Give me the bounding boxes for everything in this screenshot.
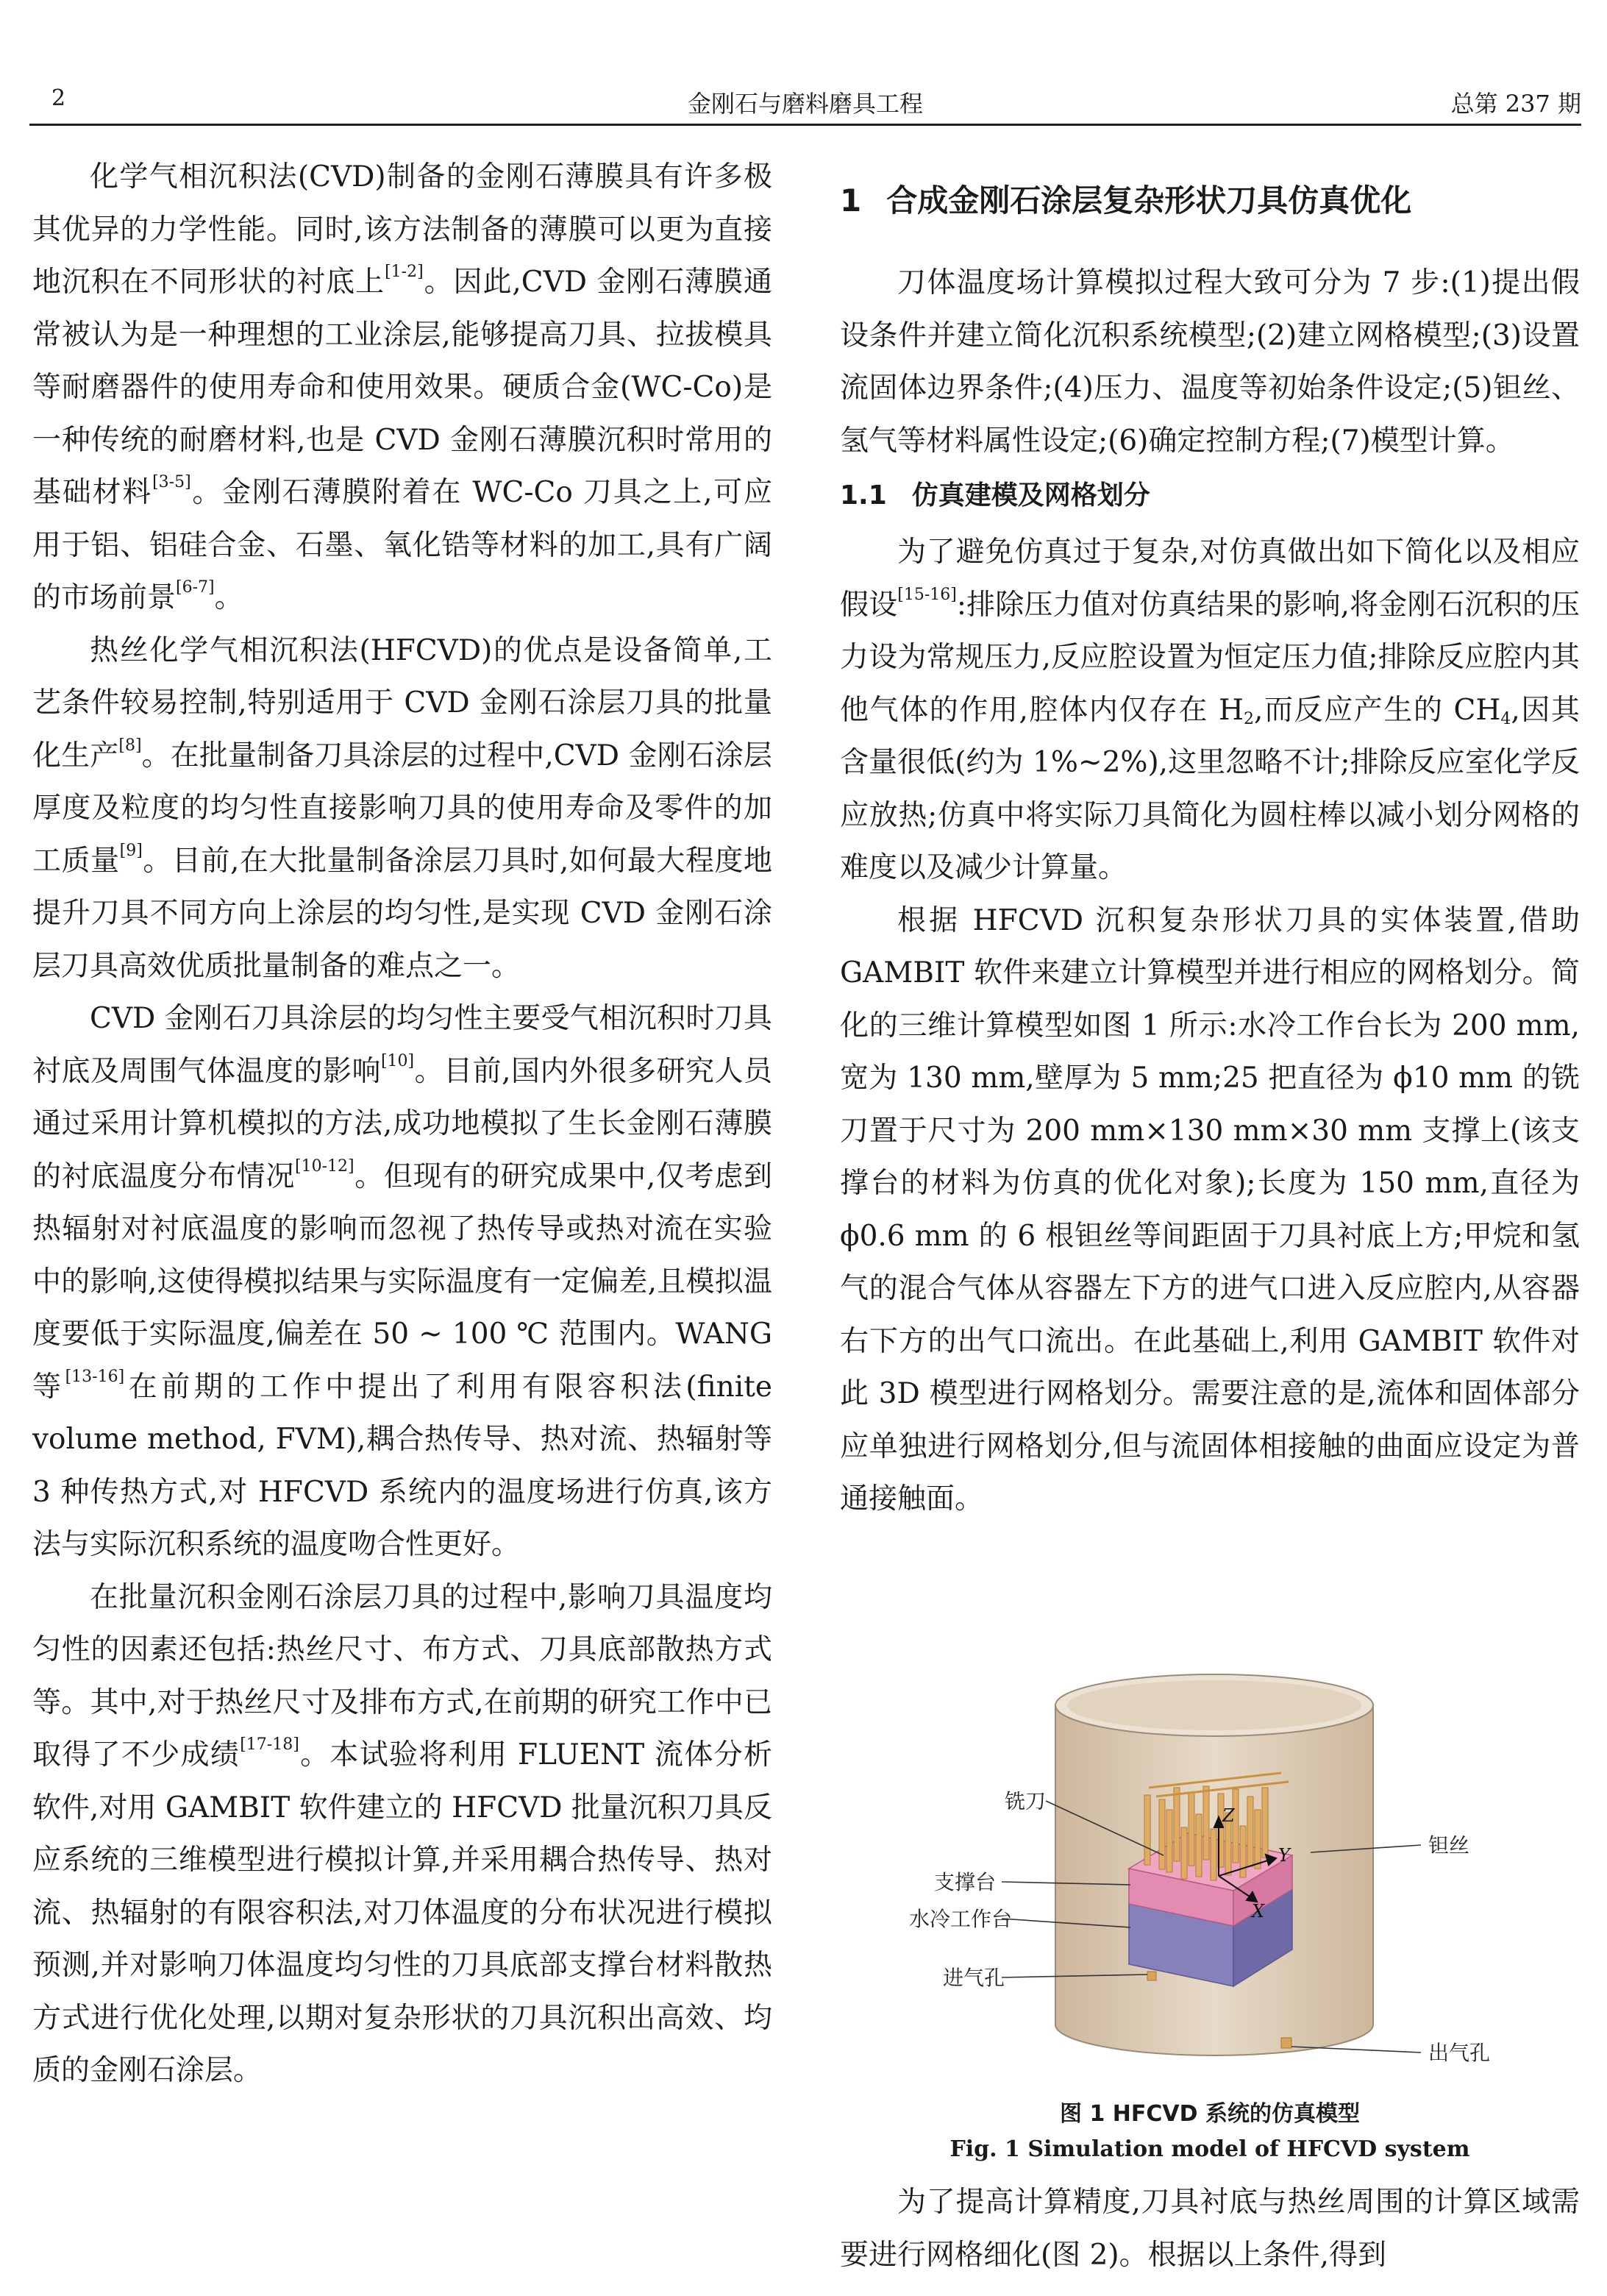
citation[interactable]: [1-2] [385,263,424,281]
label-tantalum-filament: 钽丝 [1428,1833,1470,1858]
running-header [29,71,1581,118]
label-gas-inlet: 进气孔 [943,1966,1005,1990]
issue-number: 总第 237 期 [1450,90,1581,118]
page-number: 2 [51,85,66,111]
label-support-platform: 支撑台 [934,1870,997,1894]
figure-1 [840,1670,1580,2097]
paragraph-hfcvd: 热丝化学气相沉积法(HFCVD)的优点是设备简单,工艺条件较易控制,特别适用于 CVD 金刚石涂层刀具的批量化生产[8]。在批量制备刀具涂层的过程中,CVD 金刚石涂层厚度及粒度的均匀性直接影响刀具的使用寿命及零件的加工质量[9]。目前,在大批量制备涂层刀具时,如何最大程度地提升刀具不同方向上涂层的均匀性,是实现 CVD 金刚石涂层刀具高效优质批量制备的难点之一。 [32,633,772,983]
paragraph-intro-cvd: 化学气相沉积法(CVD)制备的金刚石薄膜具有许多极其优异的力学性能。同时,该方法制备的薄膜可以更为直接地沉积在不同形状的衬底上[1-2]。因此,CVD 金刚石薄膜通常被认为是一种理想的工业涂层,能够提高刀具、拉拔模具等耐磨器件的使用寿命和使用效果。硬质合金(WC-Co)是一种传统的耐磨材料,也是 CVD 金刚石薄膜沉积时常用的基础材料[3-5]。金刚石薄膜附着在 WC-Co 刀具之上,可应用于铝、铝硅合金、石墨、氧化锆等材料的加工,具有广阔的市场前景[6-7]。 [32,160,772,614]
axis-y-label: Y [1278,1845,1290,1866]
left-column [32,151,772,2097]
section-heading-1: 1 合成金刚石涂层复杂形状刀具仿真优化 [840,182,1412,218]
figure-1-drawing [840,1670,1580,2097]
gas-outlet-icon [1281,2038,1291,2048]
paragraph-uniformity: CVD 金刚石刀具涂层的均匀性主要受气相沉积时刀具衬底及周围气体温度的影响[10]。目前,国内外很多研究人员通过采用计算机模拟的方法,成功地模拟了生长金刚石薄膜的衬底温度分布情况[10-12]。但现有的研究成果中,仅考虑到热辐射对衬底温度的影响而忽视了热传导或热对流在实验中的影响,这使得模拟结果与实际温度有一定偏差,且模拟温度要低于实际温度,偏差在 50 ~ 100 ℃ 范围内。WANG 等[13-16]在前期的工作中提出了利用有限容积法(finite volume method, FVM),耦合热传导、热对流、热辐射等 3 种传热方式,对 HFCVD 系统内的温度场进行仿真,该方法与实际沉积系统的温度吻合性更好。 [32,1002,772,1561]
citation[interactable]: [17-18] [240,1735,299,1754]
paragraph-steps: 刀体温度场计算模拟过程大致可分为 7 步:(1)提出假设条件并建立简化沉积系统模型;(2)建立网格模型;(3)设置流固体边界条件;(4)压力、温度等初始条件设定;(5)钽丝、氢气等材料属性设定;(6)确定控制方程;(7)模型计算。 [840,266,1580,458]
citation[interactable]: [13-16] [65,1367,125,1386]
figure-caption-en: Fig. 1 Simulation model of HFCVD system [949,2136,1470,2162]
right-column [840,151,1580,1526]
label-gas-outlet: 出气孔 [1428,2041,1491,2065]
journal-title: 金刚石与磨料磨具工程 [687,90,923,118]
citation[interactable]: [15-16] [897,585,957,604]
citation[interactable]: [8] [118,736,142,755]
gas-inlet-icon [1147,1972,1156,1980]
right-column-tail [840,2176,1580,2281]
paragraph-assumptions: 为了避免仿真过于复杂,对仿真做出如下简化以及相应假设[15-16]:排除压力值对仿真结果的影响,将金刚石沉积的压力设为常规压力,反应腔设置为恒定压力值;排除反应腔内其他气体的作用,腔体内仅存在 $H_2$,而反应产生的 $CH_4$,因其含量很低(约为 1%~2%),这里忽略不计;排除反应室化学反应放热;仿真中将实际刀具简化为圆柱棒以减小划分网格的难度以及减少计算量。 [840,536,1580,884]
citation[interactable]: [10-12] [295,1156,354,1176]
citation[interactable]: [6-7] [176,578,215,597]
label-water-cooled-table: 水冷工作台 [909,1907,1013,1931]
label-milling-tool: 铣刀 [1005,1789,1047,1813]
header-rule [29,124,1581,126]
citation[interactable]: [3-5] [152,473,191,491]
paragraph-objective: 在批量沉积金刚石涂层刀具的过程中,影响刀具温度均匀性的因素还包括:热丝尺寸、布方式、刀具底部散热方式等。其中,对于热丝尺寸及排布方式,在前期的研究工作中已取得了不少成绩[17-18]。本试验将利用 FLUENT 流体分析软件,对用 GAMBIT 软件建立的 HFCVD 批量沉积刀具反应系统的三维模型进行模拟计算,并采用耦合热传导、热对流、热辐射的有限容积法,对刀体温度的分布状况进行模拟预测,并对影响刀体温度均匀性的刀具底部支撑台材料散热方式进行优化处理,以期对复杂形状的刀具沉积出高效、均质的金刚石涂层。 [32,1580,772,2087]
axis-z-label: Z [1222,1805,1235,1826]
section-heading-1-1: 1.1 仿真建模及网格划分 [840,480,1150,511]
paragraph-model: 根据 HFCVD 沉积复杂形状刀具的实体装置,借助 GAMBIT 软件来建立计算模型并进行相应的网格划分。简化的三维计算模型如图 1 所示:水冷工作台长为 200 mm,宽为 130 mm,壁厚为 5 mm;25 把直径为 ϕ10 mm 的铣刀置于尺寸为 200 mm×130 mm×30 mm 支撑上(该支撑台的材料为仿真的优化对象);长度为 150 mm,直径为 ϕ0.6 mm 的 6 根钽丝等间距固于刀具衬底上方;甲烷和氢气的混合气体从容器左下方的进气口进入反应腔内,从容器右下方的出气口流出。在此基础上,利用 GAMBIT 软件对此 3D 模型进行网格划分。需要注意的是,流体和固体部分应单独进行网格划分,但与流固体相接触的曲面应设定为普通接触面。 [840,903,1580,1515]
axis-x-label: X [1252,1901,1265,1922]
figure-caption-cn: 图 1 HFCVD 系统的仿真模型 [1060,2101,1360,2127]
citation[interactable]: [10] [380,1051,415,1070]
paragraph-mesh-refinement: 为了提高计算精度,刀具衬底与热丝周围的计算区域需要进行网格细化(图 2)。根据以上条件,得到 [840,2186,1580,2272]
citation[interactable]: [9] [119,841,143,860]
